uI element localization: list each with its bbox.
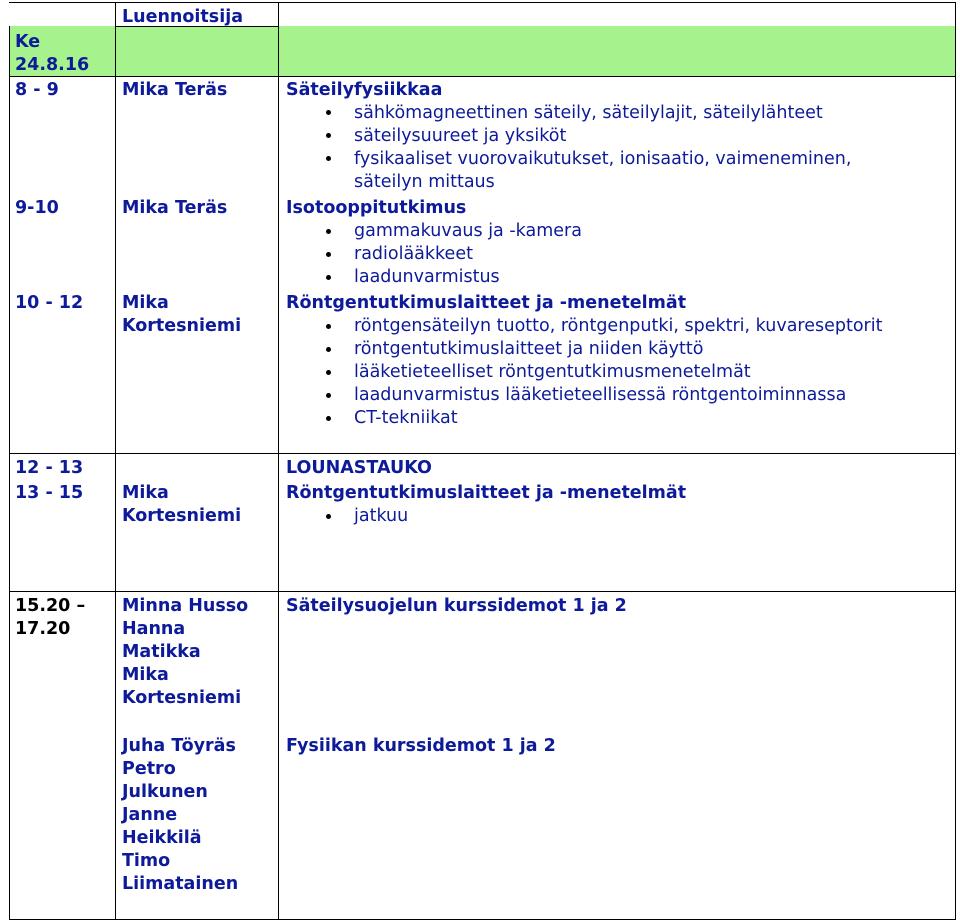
bullet-icon <box>326 229 331 234</box>
session-item: gammakuvaus ja -kamera <box>354 221 582 241</box>
row-divider <box>9 453 956 454</box>
session-item: röntgensäteilyn tuotto, röntgenputki, spektri, kuvareseptorit <box>354 316 883 336</box>
bullet-icon <box>326 514 331 519</box>
session-time: 8 - 9 <box>15 80 59 100</box>
bullet-icon <box>326 347 331 352</box>
demo-lecturer: Liimatainen <box>122 874 239 894</box>
demo-lecturer: Juha Töyräs <box>122 736 236 756</box>
session-item: laadunvarmistus lääketieteellisessä röntgentoiminnassa <box>354 385 847 405</box>
session-item: jatkuu <box>354 506 409 526</box>
bullet-icon <box>326 133 331 138</box>
session-item: säteilyn mittaus <box>354 172 495 192</box>
row-divider <box>9 76 956 77</box>
session-lecturer: Kortesniemi <box>122 316 242 336</box>
table-border-right <box>955 2 956 920</box>
table-border-bottom <box>9 919 956 920</box>
session-lecturer: Mika <box>122 293 169 313</box>
table-border-left <box>9 26 10 920</box>
bullet-icon <box>326 416 331 421</box>
demo-lecturer: Hanna <box>122 619 186 639</box>
session-time: 10 - 12 <box>15 293 84 313</box>
session-time: 13 - 15 <box>15 483 84 503</box>
demo-lecturer: Kortesniemi <box>122 688 242 708</box>
demo-lecturer: Mika <box>122 665 169 685</box>
demo-title: Säteilysuojelun kurssidemot 1 ja 2 <box>286 596 627 616</box>
bullet-icon <box>326 324 331 329</box>
day-label: Ke <box>15 32 41 52</box>
session-title: Isotooppitutkimus <box>286 198 467 218</box>
session-item: säteilysuureet ja yksiköt <box>354 126 567 146</box>
date-label: 24.8.16 <box>15 55 90 75</box>
bullet-icon <box>326 110 331 115</box>
session-item: lääketieteelliset röntgentutkimusmenetelmät <box>354 362 751 382</box>
demo-lecturer: Minna Husso <box>122 596 249 616</box>
session-time: 9-10 <box>15 198 59 218</box>
header-band <box>10 26 955 76</box>
session-item: röntgentutkimuslaitteet ja niiden käyttö <box>354 339 704 359</box>
demo-lecturer: Julkunen <box>122 782 208 802</box>
session-title: Röntgentutkimuslaitteet ja -menetelmät <box>286 483 687 503</box>
bullet-icon <box>326 393 331 398</box>
session-item: radiolääkkeet <box>354 244 473 264</box>
session-title: Röntgentutkimuslaitteet ja -menetelmät <box>286 293 687 313</box>
session-item: laadunvarmistus <box>354 267 500 287</box>
session-lecturer: Mika <box>122 483 169 503</box>
session-time: 17.20 <box>15 619 71 639</box>
session-item: sähkömagneettinen säteily, säteilylajit, säteilylähteet <box>354 103 823 123</box>
session-title: Säteilyfysiikkaa <box>286 80 443 100</box>
column-divider <box>115 2 116 920</box>
row-divider <box>9 591 956 592</box>
session-lecturer: Mika Teräs <box>122 80 228 100</box>
demo-title: Fysiikan kurssidemot 1 ja 2 <box>286 736 556 756</box>
column-divider <box>278 2 279 920</box>
bullet-icon <box>326 252 331 257</box>
bullet-icon <box>326 156 331 161</box>
table-border-top <box>9 2 956 3</box>
bullet-icon <box>326 370 331 375</box>
demo-lecturer: Janne <box>122 805 178 825</box>
lecturer-heading: Luennoitsija <box>122 7 244 27</box>
session-item: fysikaaliset vuorovaikutukset, ionisaatio, vaimeneminen, <box>354 149 852 169</box>
session-time: 15.20 – <box>15 596 86 616</box>
bullet-icon <box>326 275 331 280</box>
demo-lecturer: Heikkilä <box>122 828 202 848</box>
session-lecturer: Kortesniemi <box>122 506 242 526</box>
demo-lecturer: Timo <box>122 851 171 871</box>
session-item: CT-tekniikat <box>354 408 458 428</box>
demo-lecturer: Matikka <box>122 642 201 662</box>
lunch-break: LOUNASTAUKO <box>286 458 432 478</box>
session-time: 12 - 13 <box>15 458 84 478</box>
session-lecturer: Mika Teräs <box>122 198 228 218</box>
demo-lecturer: Petro <box>122 759 176 779</box>
